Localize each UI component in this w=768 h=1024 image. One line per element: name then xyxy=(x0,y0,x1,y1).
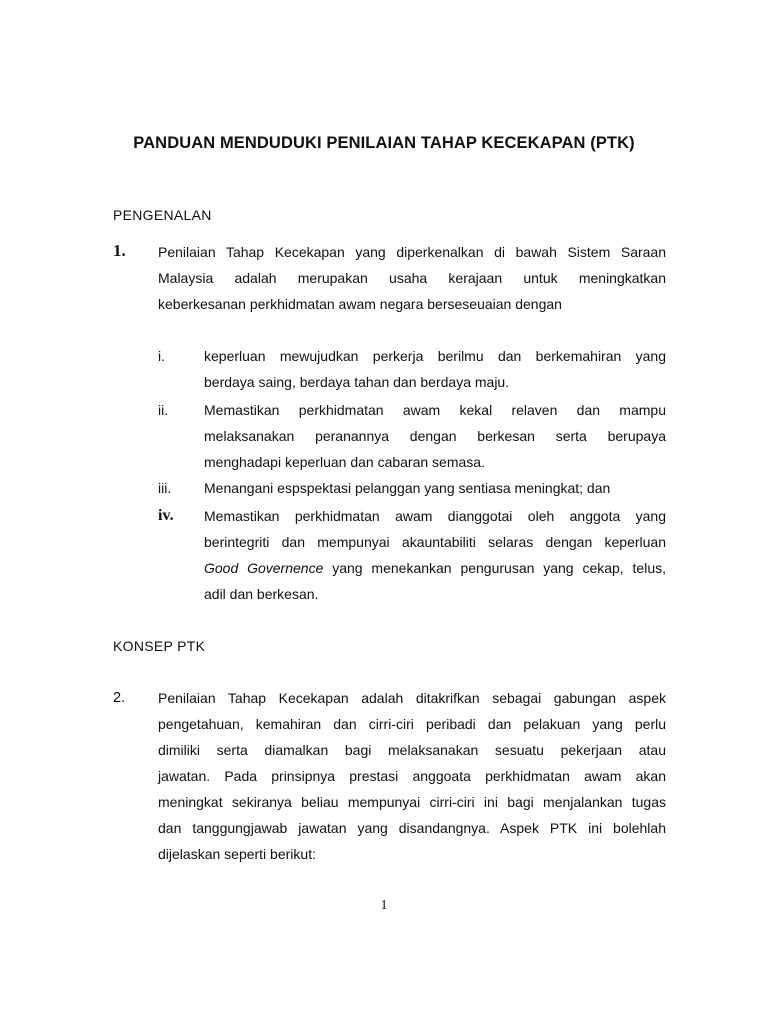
list-item-numeral-iv: iv. xyxy=(158,507,174,524)
list-item-line: keperluan mewujudkan perkerja berilmu dan berkemahiran yang xyxy=(204,348,666,364)
paragraph-number-2: 2. xyxy=(113,690,126,706)
paragraph-1-line: Penilaian Tahap Kecekapan yang diperkenalkan di bawah Sistem Saraan xyxy=(158,244,666,260)
paragraph-2-line: dimiliki serta diamalkan bagi melaksanakan sesuatu pekerjaan atau xyxy=(158,742,666,758)
list-item-line: melaksanakan peranannya dengan berkesan serta berupaya xyxy=(204,428,666,444)
paragraph-number-1: 1. xyxy=(113,241,126,260)
list-item-iv xyxy=(204,503,666,607)
list-item-numeral-i: i. xyxy=(158,348,165,364)
list-item-line: adil dan berkesan. xyxy=(204,586,319,602)
list-item-line: Menangani espspektasi pelanggan yang sentiasa meningkat; dan xyxy=(204,480,611,496)
paragraph-1-line: keberkesanan perkhidmatan awam negara berseseuaian dengan xyxy=(158,296,562,312)
paragraph-2-line: Penilaian Tahap Kecekapan adalah ditakrifkan sebagai gabungan aspek xyxy=(158,690,666,706)
page-number: 1 xyxy=(380,898,388,913)
paragraph-1-line: Malaysia adalah merupakan usaha kerajaan untuk meningkatkan xyxy=(158,270,666,286)
list-item-line: Memastikan perkhidmatan awam kekal relaven dan mampu xyxy=(204,402,666,418)
list-item-line xyxy=(204,555,666,581)
paragraph-2-line: dijelaskan seperti berikut: xyxy=(158,846,316,862)
paragraph-2-line: jawatan. Pada prinsipnya prestasi anggoata perkhidmatan awam akan xyxy=(158,768,666,784)
paragraph-2-line: meningkat sekiranya beliau mempunyai cirri-ciri ini bagi menjalankan tugas xyxy=(158,794,666,810)
list-item-i xyxy=(204,343,666,395)
list-item-numeral-iii: iii. xyxy=(158,480,172,496)
paragraph-1 xyxy=(158,239,666,317)
list-item-line: berintegriti dan mempunyai akauntabiliti selaras dengan keperluan xyxy=(204,534,666,550)
list-item-ii xyxy=(204,397,666,475)
section-heading-konsep-ptk: KONSEP PTK xyxy=(113,638,206,654)
italic-term: Good Governence xyxy=(204,560,324,576)
list-item-iii xyxy=(204,475,666,501)
list-item-line: menghadapi keperluan dan cabaran semasa. xyxy=(204,454,485,470)
list-item-numeral-ii: ii. xyxy=(158,402,169,418)
paragraph-2-line: pengetahuan, kemahiran dan cirri-ciri peribadi dan pelakuan yang perlu xyxy=(158,716,666,732)
section-heading-pengenalan: PENGENALAN xyxy=(113,207,212,223)
list-item-line: berdaya saing, berdaya tahan dan berdaya maju. xyxy=(204,374,510,390)
paragraph-2 xyxy=(158,685,666,867)
page-title: PANDUAN MENDUDUKI PENILAIAN TAHAP KECEKAPAN (PTK) xyxy=(133,134,635,152)
list-item-line: Memastikan perkhidmatan awam dianggotai oleh anggota yang xyxy=(204,508,666,524)
list-item-line-rest: yang menekankan pengurusan yang cekap, telus, xyxy=(323,560,667,576)
paragraph-2-line: dan tanggungjawab jawatan yang disandangnya. Aspek PTK ini bolehlah xyxy=(158,820,666,836)
